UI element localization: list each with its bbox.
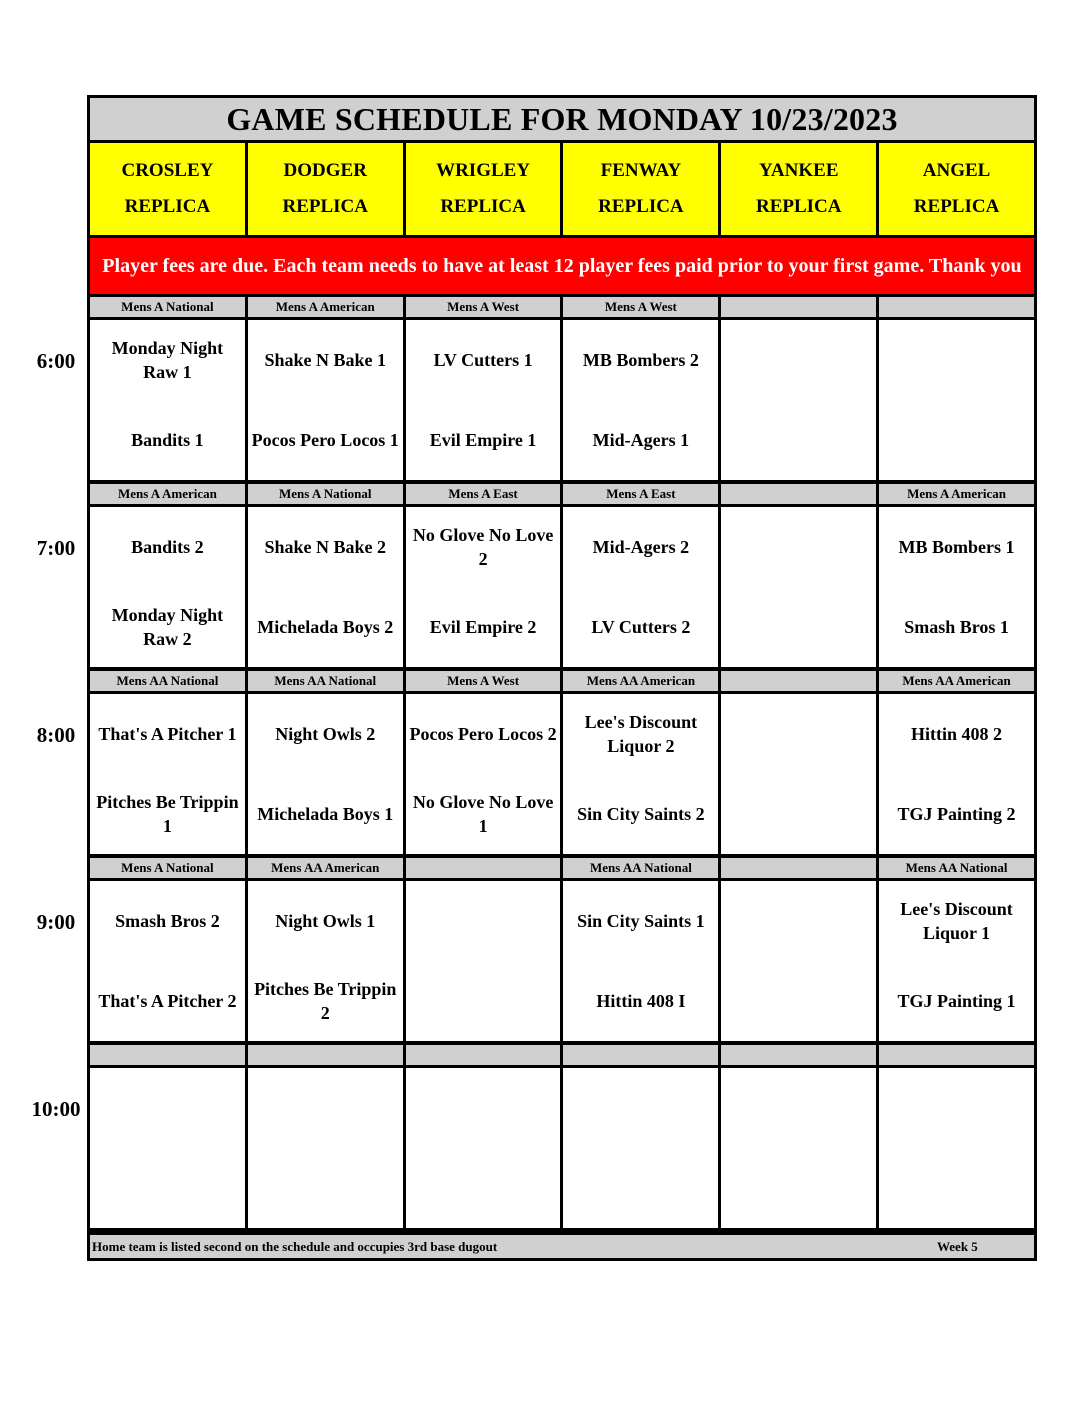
- field-header-wrigley: [406, 143, 561, 235]
- game-cell: [90, 320, 245, 480]
- home-team: Smash Bros 1: [904, 617, 1009, 637]
- game-cell: [406, 694, 561, 854]
- home-team: [248, 1148, 403, 1228]
- division-label: Mens A National: [248, 484, 403, 504]
- game-cell: [721, 320, 876, 480]
- home-team: Pitches Be Trippin 2: [254, 979, 397, 1023]
- home-team: Bandits 1: [131, 430, 204, 450]
- game-cell: [406, 507, 561, 667]
- game-cell: [90, 881, 245, 1041]
- game-cell: [248, 881, 403, 1041]
- home-team: Sin City Saints 2: [577, 804, 705, 824]
- field-header-yankee: [721, 143, 876, 235]
- game-cell: [563, 320, 718, 480]
- away-team: [406, 1068, 561, 1148]
- away-team: MB Bombers 1: [898, 537, 1015, 557]
- away-team: Night Owls 1: [275, 911, 376, 931]
- game-cell: [90, 694, 245, 854]
- division-label: Mens A American: [90, 484, 245, 504]
- division-label-row: [90, 297, 1034, 317]
- division-label: Mens A American: [248, 297, 403, 317]
- division-label: [90, 1045, 245, 1065]
- division-label: Mens A American: [879, 484, 1034, 504]
- away-team: Shake N Bake 1: [264, 350, 386, 370]
- home-team: TGJ Painting 1: [897, 991, 1016, 1011]
- division-label: Mens A National: [90, 858, 245, 878]
- game-cell: [90, 1068, 245, 1228]
- game-cell: [879, 507, 1034, 667]
- home-team: Michelada Boys 1: [257, 804, 394, 824]
- field-type: REPLICA: [282, 196, 368, 217]
- game-cell: [563, 694, 718, 854]
- game-slot-row: [90, 694, 1034, 854]
- division-label: Mens A West: [563, 297, 718, 317]
- away-team: That's A Pitcher 1: [98, 724, 237, 744]
- away-team: Mid-Agers 2: [592, 537, 690, 557]
- game-cell: [406, 881, 561, 1041]
- away-team: [879, 1068, 1034, 1148]
- home-team: Hittin 408 I: [596, 991, 686, 1011]
- away-team: Bandits 2: [131, 537, 204, 557]
- field-name: WRIGLEY: [436, 160, 531, 181]
- home-team: That's A Pitcher 2: [98, 991, 237, 1011]
- division-label: [879, 1045, 1034, 1065]
- game-cell: [248, 1068, 403, 1228]
- away-team: [406, 881, 561, 961]
- schedule-sheet: [87, 95, 1037, 1261]
- game-cell: [721, 881, 876, 1041]
- game-slot-row: [90, 881, 1034, 1041]
- time-slot-label: 7:00: [36, 536, 76, 560]
- division-label: Mens A East: [406, 484, 561, 504]
- home-team: [721, 400, 876, 480]
- page-title: GAME SCHEDULE FOR MONDAY 10/23/2023: [90, 98, 1034, 140]
- away-team: [721, 694, 876, 774]
- home-team: Pocos Pero Locos 1: [251, 430, 399, 450]
- away-team: [90, 1068, 245, 1148]
- division-label: [721, 858, 876, 878]
- game-cell: [90, 507, 245, 667]
- division-label: Mens AA National: [90, 671, 245, 691]
- away-team: [248, 1068, 403, 1148]
- division-label: [721, 671, 876, 691]
- away-team: Lee's Discount Liquor 2: [584, 712, 698, 756]
- away-team: Pocos Pero Locos 2: [409, 724, 557, 744]
- game-cell: [248, 320, 403, 480]
- fee-notice-banner: Player fees are due. Each team needs to have at least 12 player fees paid prior to your first game. Thank you: [90, 238, 1034, 294]
- home-team: [90, 1148, 245, 1228]
- game-cell: [721, 507, 876, 667]
- game-cell: [721, 694, 876, 854]
- division-label: Mens AA National: [563, 858, 718, 878]
- away-team: No Glove No Love 2: [412, 525, 554, 569]
- game-cell: [563, 1068, 718, 1228]
- home-team: [879, 400, 1034, 480]
- division-label-row: [90, 484, 1034, 504]
- away-team: [721, 1068, 876, 1148]
- home-team-note: Home team is listed second on the schedule and occupies 3rd base dugout: [92, 1239, 498, 1254]
- home-team: No Glove No Love 1: [412, 792, 554, 836]
- week-label: Week 5: [937, 1239, 978, 1254]
- game-cell: [879, 694, 1034, 854]
- division-label-row: [90, 858, 1034, 878]
- field-name: DODGER: [283, 160, 367, 181]
- away-team: [721, 881, 876, 961]
- schedule-footer: [90, 1235, 1034, 1258]
- away-team: Monday Night Raw 1: [111, 338, 224, 382]
- away-team: LV Cutters 1: [433, 350, 533, 370]
- field-type: REPLICA: [124, 196, 211, 217]
- home-team: [721, 587, 876, 667]
- away-team: [879, 320, 1034, 400]
- field-name: ANGEL: [922, 160, 991, 181]
- away-team: Sin City Saints 1: [577, 911, 705, 931]
- time-slot-label: 10:00: [31, 1097, 81, 1121]
- division-label: Mens AA National: [248, 671, 403, 691]
- home-team: [406, 1148, 561, 1228]
- field-header-fenway: [563, 143, 718, 235]
- home-team: [721, 1148, 876, 1228]
- field-header-row: [90, 143, 1034, 235]
- division-label: [248, 1045, 403, 1065]
- time-slot-label: 8:00: [36, 723, 76, 747]
- game-slot-row: [90, 507, 1034, 667]
- division-label: Mens A West: [406, 671, 561, 691]
- game-cell: [406, 1068, 561, 1228]
- division-label: Mens AA American: [248, 858, 403, 878]
- division-label: [406, 858, 561, 878]
- field-header-angel: [879, 143, 1034, 235]
- home-team: Evil Empire 2: [429, 617, 537, 637]
- game-cell: [563, 507, 718, 667]
- time-slot-label: 6:00: [36, 349, 76, 373]
- home-team: [721, 961, 876, 1041]
- home-team: TGJ Painting 2: [897, 804, 1016, 824]
- field-type: REPLICA: [755, 196, 842, 217]
- game-slot-row: [90, 320, 1034, 480]
- home-team: [879, 1148, 1034, 1228]
- home-team: Monday Night Raw 2: [111, 605, 224, 649]
- home-team: LV Cutters 2: [591, 617, 691, 637]
- division-label: [721, 484, 876, 504]
- field-header-crosley: [90, 143, 245, 235]
- game-cell: [879, 320, 1034, 480]
- division-label: [721, 297, 876, 317]
- home-team: Michelada Boys 2: [257, 617, 394, 637]
- home-team: [563, 1148, 718, 1228]
- away-team: Night Owls 2: [275, 724, 376, 744]
- field-type: REPLICA: [598, 196, 684, 217]
- game-cell: [879, 1068, 1034, 1228]
- division-label: Mens A East: [563, 484, 718, 504]
- field-name: CROSLEY: [121, 160, 214, 181]
- away-team: [721, 507, 876, 587]
- division-label: [406, 1045, 561, 1065]
- field-type: REPLICA: [913, 196, 1000, 217]
- game-slot-row: [90, 1068, 1034, 1228]
- division-label: Mens A West: [406, 297, 561, 317]
- home-team: Mid-Agers 1: [592, 430, 690, 450]
- home-team: Evil Empire 1: [429, 430, 537, 450]
- game-cell: [721, 1068, 876, 1228]
- time-slot-label: 9:00: [36, 910, 76, 934]
- division-label: Mens AA American: [563, 671, 718, 691]
- away-team: [721, 320, 876, 400]
- away-team: MB Bombers 2: [582, 350, 699, 370]
- away-team: [563, 1068, 718, 1148]
- game-cell: [879, 881, 1034, 1041]
- field-name: YANKEE: [758, 160, 839, 181]
- game-cell: [563, 881, 718, 1041]
- game-cell: [248, 507, 403, 667]
- division-label: Mens A National: [90, 297, 245, 317]
- away-team: Shake N Bake 2: [264, 537, 386, 557]
- away-team: Smash Bros 2: [115, 911, 220, 931]
- division-label: [721, 1045, 876, 1065]
- division-label-row: [90, 1045, 1034, 1065]
- division-label: Mens AA National: [879, 858, 1034, 878]
- field-header-dodger: [248, 143, 403, 235]
- game-cell: [406, 320, 561, 480]
- division-label: [563, 1045, 718, 1065]
- away-team: Lee's Discount Liquor 1: [900, 899, 1013, 943]
- field-type: REPLICA: [440, 196, 526, 217]
- division-label-row: [90, 671, 1034, 691]
- division-label: Mens AA American: [879, 671, 1034, 691]
- home-team: Pitches Be Trippin 1: [96, 792, 239, 836]
- away-team: Hittin 408 2: [911, 724, 1003, 744]
- game-cell: [248, 694, 403, 854]
- home-team: [406, 961, 561, 1041]
- home-team: [721, 774, 876, 854]
- division-label: [879, 297, 1034, 317]
- field-name: FENWAY: [600, 160, 682, 181]
